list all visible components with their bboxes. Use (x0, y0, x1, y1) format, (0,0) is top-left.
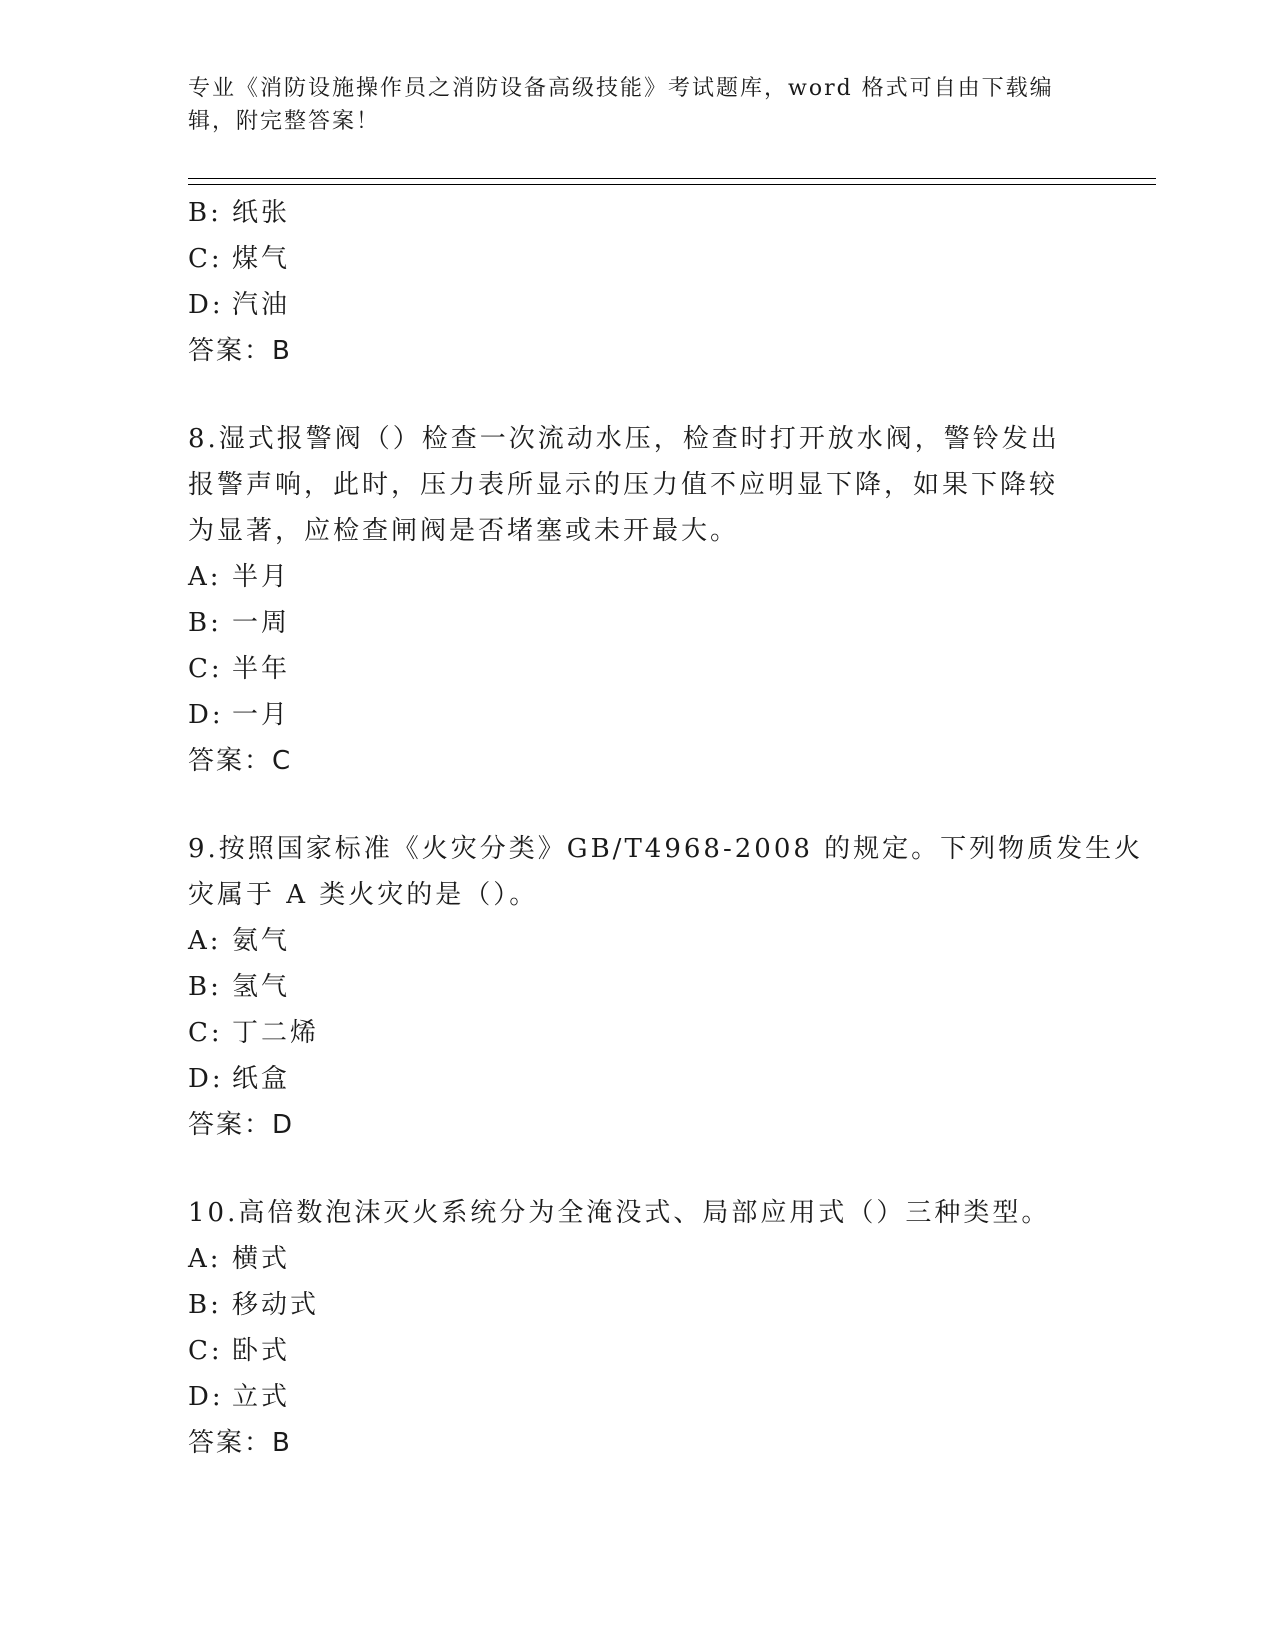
option-text: 氢气 (232, 972, 291, 1002)
option-letter: C: (188, 654, 223, 684)
option-d (188, 282, 1088, 328)
option-d (188, 1056, 1088, 1102)
option-text: 移动式 (232, 1290, 320, 1320)
question-stem-line: 灾属于 A 类火灾的是（）。 (188, 880, 539, 910)
option-letter: D: (188, 700, 224, 730)
partial-question (188, 190, 1088, 374)
option-text: 半月 (232, 562, 291, 592)
option-text: 汽油 (232, 290, 291, 320)
document-header (188, 72, 1078, 138)
option-b (188, 1282, 1088, 1328)
header-line-1: 专业《消防设施操作员之消防设备高级技能》考试题库，word 格式可自由下载编 (188, 76, 1054, 101)
option-text: 纸张 (232, 198, 291, 228)
question-9 (188, 826, 1144, 1148)
question-8 (188, 416, 1088, 784)
question-stem-line: 为显著，应检查闸阀是否堵塞或未开最大。 (188, 516, 740, 546)
option-letter: B: (188, 1290, 222, 1320)
option-a (188, 554, 1088, 600)
option-letter: D: (188, 1382, 224, 1412)
option-letter: D: (188, 1064, 224, 1094)
option-c (188, 1010, 1088, 1056)
option-text: 半年 (232, 654, 291, 684)
option-letter: A: (188, 1244, 222, 1274)
option-letter: B: (188, 972, 222, 1002)
option-b (188, 190, 1088, 236)
question-10 (188, 1190, 1088, 1466)
option-text: 煤气 (232, 244, 291, 274)
option-d (188, 692, 1088, 738)
option-a (188, 918, 1088, 964)
option-letter: C: (188, 1018, 223, 1048)
option-a (188, 1236, 1088, 1282)
option-c (188, 646, 1088, 692)
option-d (188, 1374, 1088, 1420)
option-c (188, 236, 1088, 282)
option-letter: C: (188, 244, 223, 274)
question-stem-line: 10.高倍数泡沫灭火系统分为全淹没式、局部应用式（）三种类型。 (188, 1198, 1051, 1228)
answer-line: 答案：C (188, 746, 293, 776)
option-text: 丁二烯 (232, 1018, 320, 1048)
option-text: 横式 (232, 1244, 291, 1274)
option-text: 一月 (232, 700, 291, 730)
question-stem-line: 9.按照国家标准《火灾分类》GB/T4968-2008 的规定。下列物质发生火 (188, 834, 1144, 864)
option-text: 卧式 (232, 1336, 291, 1366)
option-c (188, 1328, 1088, 1374)
option-letter: D: (188, 290, 224, 320)
option-letter: B: (188, 198, 222, 228)
option-b (188, 600, 1088, 646)
option-letter: B: (188, 608, 222, 638)
question-stem-line: 8.湿式报警阀（）检查一次流动水压，检查时打开放水阀，警铃发出 (188, 424, 1060, 454)
option-letter: A: (188, 562, 222, 592)
header-divider-bottom (188, 184, 1156, 185)
answer-line: 答案：B (188, 336, 292, 366)
option-letter: C: (188, 1336, 223, 1366)
option-b (188, 964, 1088, 1010)
question-stem-line: 报警声响，此时，压力表所显示的压力值不应明显下降，如果下降较 (188, 470, 1059, 500)
option-text: 氨气 (232, 926, 291, 956)
header-divider-top (188, 178, 1156, 179)
question-list (188, 190, 1144, 1466)
option-letter: A: (188, 926, 222, 956)
answer-line: 答案：B (188, 1428, 292, 1458)
option-text: 一周 (232, 608, 291, 638)
answer-line: 答案：D (188, 1110, 295, 1140)
header-line-2: 辑，附完整答案！ (188, 109, 381, 134)
option-text: 立式 (232, 1382, 291, 1412)
option-text: 纸盒 (232, 1064, 291, 1094)
